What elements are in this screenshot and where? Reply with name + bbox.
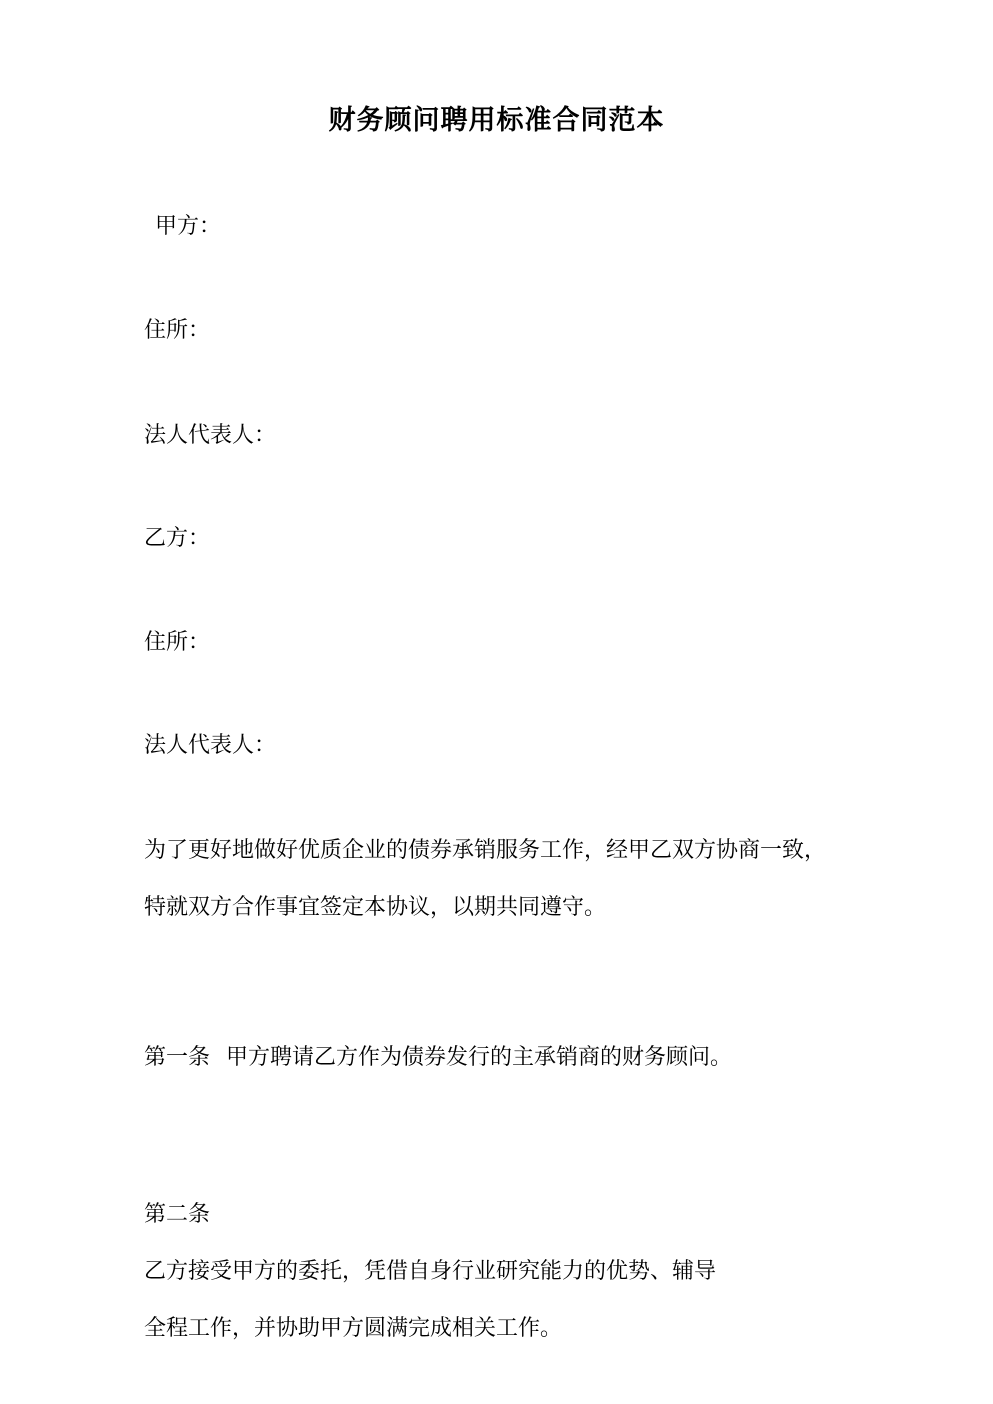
party-b-label: 乙方： — [144, 526, 211, 551]
party-a-legal-rep-label: 法人代表人： — [144, 423, 277, 448]
document-title: 财务顾问聘用标准合同范本 — [328, 105, 665, 136]
preamble-line-1: 为了更好地做好优质企业的债券承销服务工作，经甲乙双方协商一致， — [144, 838, 827, 863]
article-2-text-1: 乙方接受甲方的委托，凭借自身行业研究能力的优势、辅导 — [144, 1259, 717, 1284]
article-2 — [144, 1186, 854, 1357]
party-a-label: 甲方： — [155, 214, 222, 239]
preamble-line-2: 特就双方合作事宜签定本协议，以期共同遵守。 — [144, 895, 607, 920]
article-1-heading: 第一条 — [144, 1045, 211, 1070]
article-2-heading: 第二条 — [144, 1202, 211, 1227]
article-1 — [144, 1043, 732, 1073]
article-1-text: 甲方聘请乙方作为债券发行的主承销商的财务顾问。 — [226, 1045, 733, 1070]
party-b-address-label: 住所： — [144, 630, 211, 655]
article-2-line-1 — [144, 1186, 854, 1300]
preamble-paragraph — [144, 822, 854, 936]
party-b-legal-rep-label: 法人代表人： — [144, 733, 277, 758]
article-2-line-2: 全程工作，并协助甲方圆满完成相关工作。 — [144, 1316, 563, 1341]
party-a-address-label: 住所： — [144, 318, 211, 343]
